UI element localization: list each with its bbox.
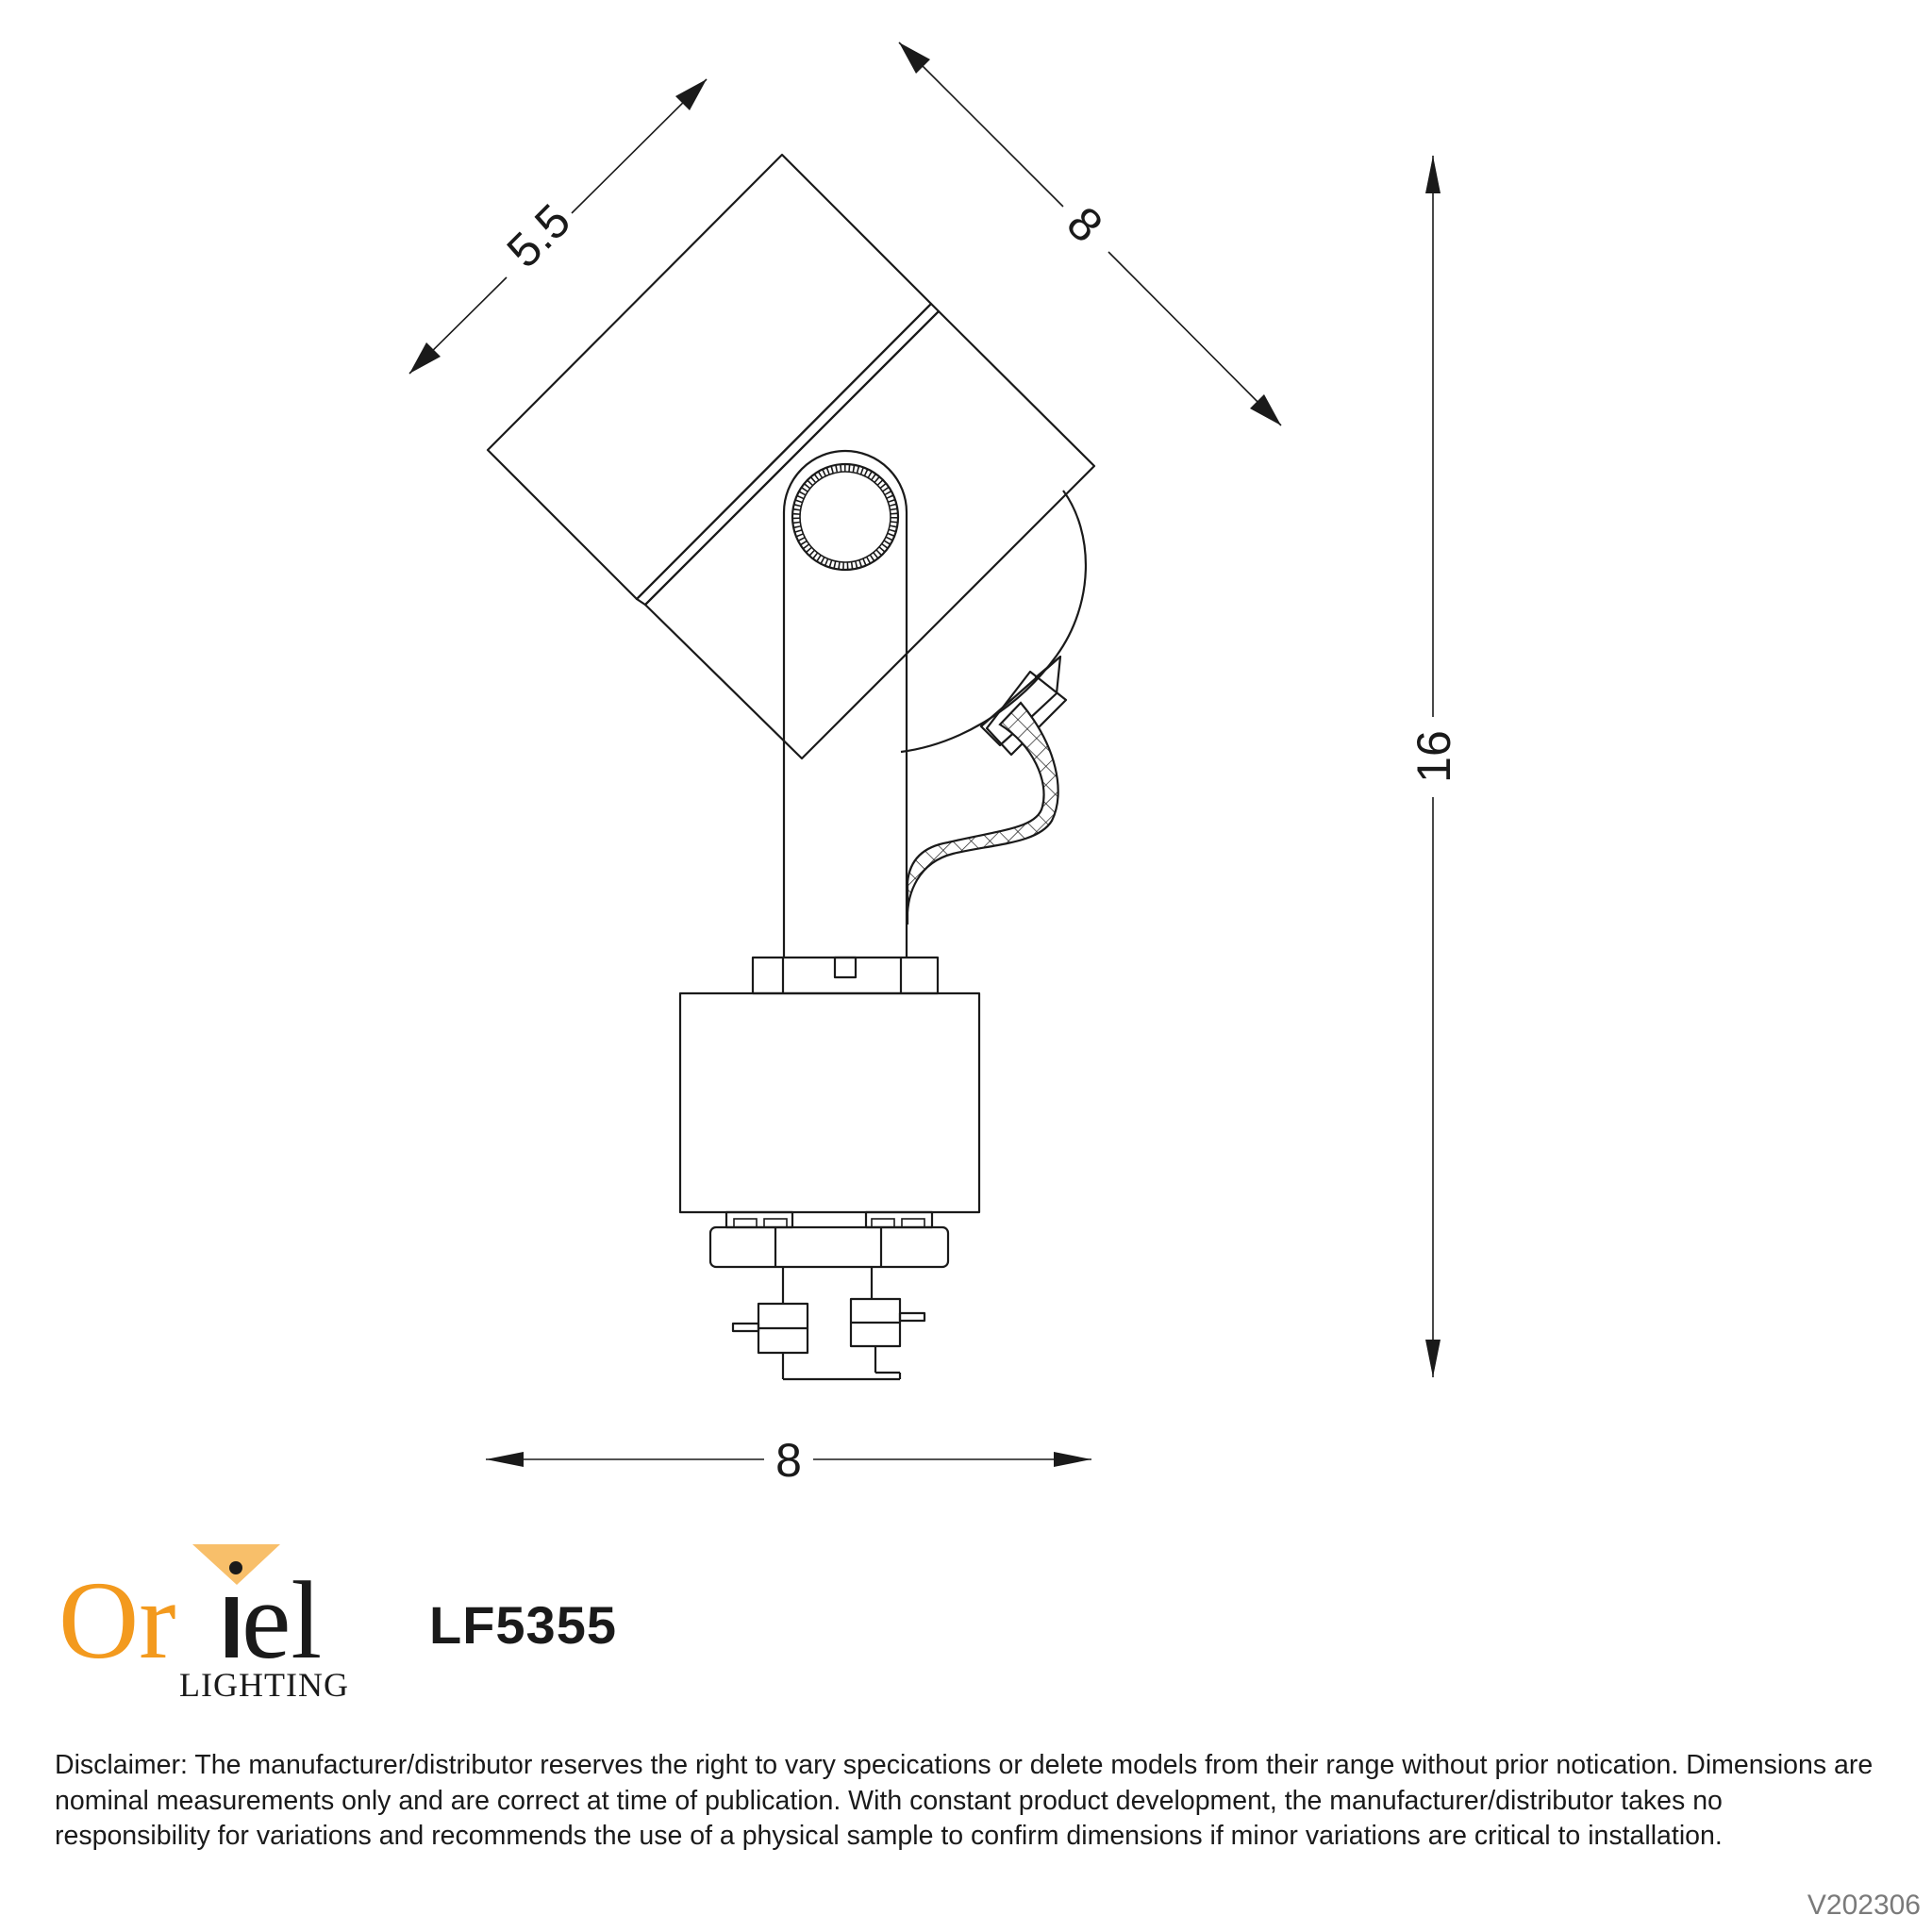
logo-subtitle: LIGHTING [179,1666,349,1704]
version-code: V202306 [1807,1890,1921,1921]
dimension-overall-height [1407,156,1460,1377]
braided-cable [908,703,1058,924]
dimension-label-overall-height: 16 [1407,730,1460,783]
dimension-head-length [899,42,1281,425]
logo-word-right: el [242,1558,323,1682]
dimension-label-base-width: 8 [775,1434,802,1487]
base-housing [680,993,979,1212]
model-number: LF5355 [429,1595,617,1655]
brand-logo [58,1544,349,1704]
logo-word-left: Or [58,1558,176,1682]
dimension-head-diameter [409,79,707,374]
disclaimer-text: Disclaimer: The manufacturer/distributor reserves the right to vary specications or delete models from their range without prior notication. Dimensions are nominal measurements only and are correct at time of publication. With constant product development, the manufacturer/distributor takes no responsibility for variations and recommends the use of a physical sample to confirm dimensions if minor variations are critical to installation. [55,1750,1874,1851]
dimension-label-head-diameter: 5.5 [496,193,581,278]
collar [753,958,938,993]
support-arm [784,451,907,958]
lamp-head [488,155,1094,758]
dimension-base-width [486,1434,1091,1487]
terminals [733,1267,924,1379]
dimension-label-head-length: 8 [1057,196,1113,253]
clamp-nut [710,1212,948,1267]
